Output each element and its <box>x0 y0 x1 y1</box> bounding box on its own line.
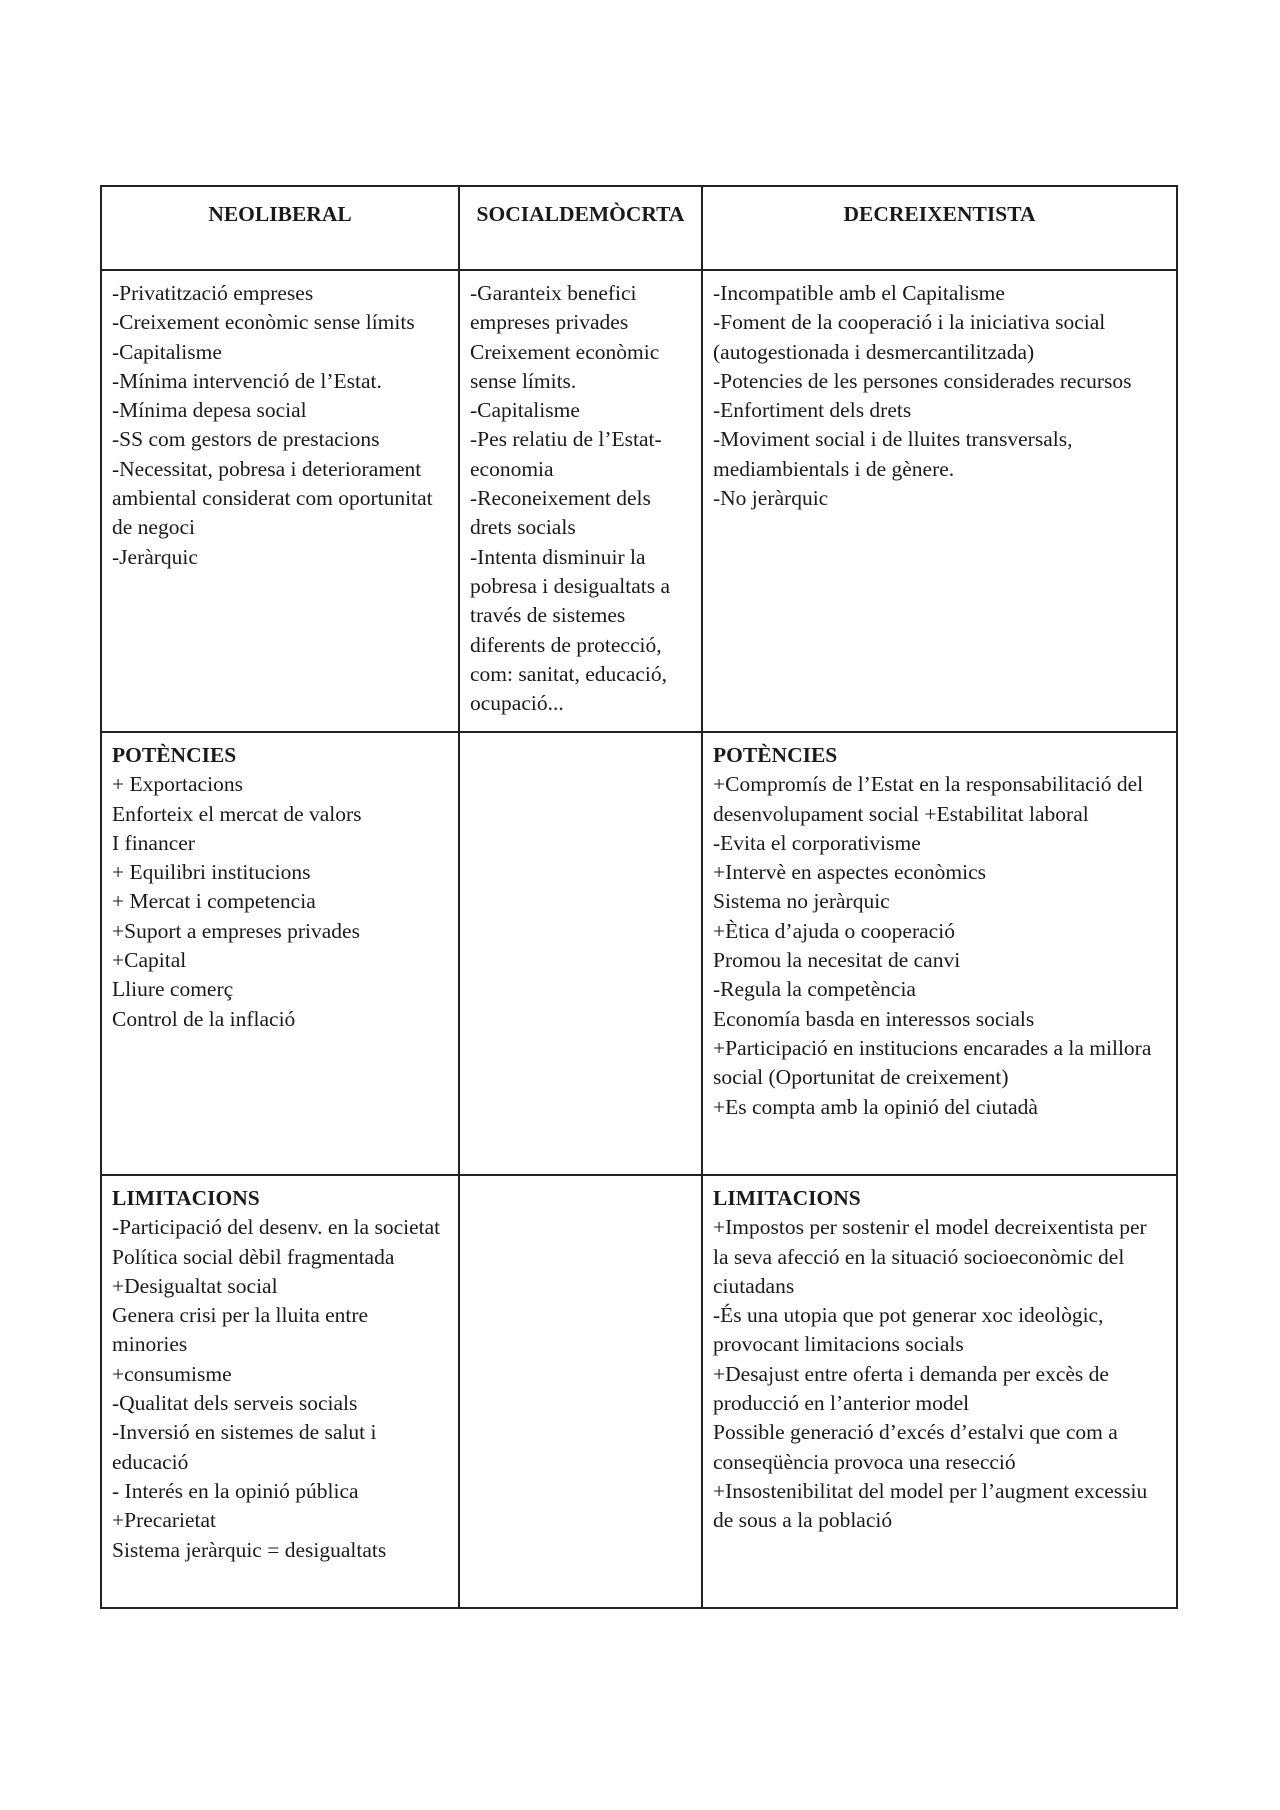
cell-line: +Participació en institucions encarades a la millora social (Oportunitat de creixement) <box>713 1035 1152 1090</box>
cell-line: -Reconeixement dels drets socials <box>470 486 651 540</box>
cell-line: -Participació del desenv. en la societat <box>112 1215 441 1240</box>
table-cell <box>101 1175 459 1608</box>
cell-line: -Capitalisme <box>112 339 222 364</box>
cell-line: Sistema jeràrquic = desigualtats <box>112 1537 387 1562</box>
cell-line: +Insostenibilitat del model per l’augment excessiu de sous a la població <box>713 1478 1148 1533</box>
cell-line: -Capitalisme <box>470 398 580 423</box>
cell-line: -Regula la competència <box>713 977 916 1002</box>
cell-line: Creixement econòmic sense límits. <box>470 339 660 393</box>
cell-line: Genera crisi per la lluita entre minories <box>112 1303 369 1357</box>
cell-line: -Enfortiment dels drets <box>713 398 912 423</box>
cell-line: -Necessitat, pobresa i deteriorament ambiental considerat com oportunitat de negoci <box>112 456 433 540</box>
cell-line: Possible generació d’excés d’estalvi que com a conseqüència provoca una resecció <box>713 1420 1118 1474</box>
cell-line: -És una utopia que pot generar xoc ideològic, provocant limitacions socials <box>713 1303 1104 1357</box>
table-row-characteristics <box>101 270 1177 732</box>
cell-line: -No jeràrquic <box>713 486 829 511</box>
cell-line: -Foment de la cooperació i la iniciativa social (autogestionada i desmercantilitzada) <box>713 310 1106 364</box>
cell-line: I financer <box>112 830 195 855</box>
cell-line: Lliure comerç <box>112 977 234 1002</box>
table-cell <box>459 270 702 732</box>
cell-line: -SS com gestors de prestacions <box>112 427 380 452</box>
cell-line: Sistema no jeràrquic <box>713 889 890 914</box>
cell-line: Economía basda en interessos socials <box>713 1006 1035 1031</box>
cell-line: -Qualitat dels serveis socials <box>112 1391 358 1416</box>
cell-line: Política social dèbil fragmentada <box>112 1244 395 1269</box>
cell-line: -Creixement econòmic sense límits <box>112 310 415 335</box>
cell-heading: POTÈNCIES <box>112 743 237 767</box>
header-decreixentista: DECREIXENTISTA <box>702 186 1177 270</box>
cell-line: -Incompatible amb el Capitalisme <box>713 281 1005 305</box>
cell-line: +Ètica d’ajuda o cooperació <box>713 918 955 943</box>
cell-line: +Desajust entre oferta i demanda per excès de producció en l’anterior model <box>713 1361 1109 1416</box>
cell-line: -Mínima depesa social <box>112 398 307 423</box>
cell-line: +consumisme <box>112 1361 232 1386</box>
cell-line: Control de la inflació <box>112 1006 296 1031</box>
table-cell <box>702 1175 1177 1608</box>
cell-line: -Mínima intervenció de l’Estat. <box>112 368 382 393</box>
cell-heading: POTÈNCIES <box>713 743 838 767</box>
cell-line: +Precarietat <box>112 1508 217 1533</box>
cell-line: -Pes relatiu de l’Estat-economia <box>470 427 662 481</box>
cell-line: Enforteix el mercat de valors <box>112 801 362 826</box>
cell-line: +Capital <box>112 948 187 973</box>
cell-line: + Mercat i competencia <box>112 889 316 914</box>
table-body <box>101 270 1177 1608</box>
table-cell <box>459 1175 702 1608</box>
header-neoliberal: NEOLIBERAL <box>101 186 459 270</box>
cell-line: +Intervè en aspectes econòmics <box>713 860 986 885</box>
cell-line: +Es compta amb la opinió del ciutadà <box>713 1094 1038 1119</box>
cell-line: -Inversió en sistemes de salut i educació <box>112 1420 377 1474</box>
comparison-table <box>100 185 1178 1609</box>
cell-line: +Impostos per sostenir el model decreixentista per la seva afecció en la situació socioeconòmic del ciutadans <box>713 1215 1147 1298</box>
cell-line: + Equilibri institucions <box>112 860 311 885</box>
cell-line: -Jeràrquic <box>112 544 198 569</box>
cell-line: +Suport a empreses privades <box>112 918 360 943</box>
table-cell <box>101 270 459 732</box>
cell-line: -Intenta disminuir la pobresa i desigualtats a través de sistemes diferents de protecció, com: sanitat, educació, ocupació... <box>470 544 671 716</box>
cell-line: -Garanteix benefici empreses privades <box>470 281 637 335</box>
table-header-row <box>101 186 1177 270</box>
cell-heading: LIMITACIONS <box>713 1186 861 1210</box>
table-cell <box>702 270 1177 732</box>
cell-line: -Potencies de les persones considerades recursos <box>713 368 1132 393</box>
table-cell <box>459 732 702 1175</box>
header-socialdemocrata: SOCIALDEMÒCRTA <box>459 186 702 270</box>
cell-line: -Privatització empreses <box>112 281 314 305</box>
table-cell <box>702 732 1177 1175</box>
cell-line: - Interés en la opinió pública <box>112 1478 359 1503</box>
cell-line: +Compromís de l’Estat en la responsabilitació del desenvolupament social +Estabilitat laboral <box>713 772 1144 826</box>
cell-line: -Evita el corporativisme <box>713 830 921 855</box>
table-cell <box>101 732 459 1175</box>
cell-heading: LIMITACIONS <box>112 1186 260 1210</box>
table-row-limitacions <box>101 1175 1177 1608</box>
cell-line: + Exportacions <box>112 772 243 797</box>
cell-line: -Moviment social i de lluites transversals, mediambientals i de gènere. <box>713 427 1073 481</box>
table-row-potencies <box>101 732 1177 1175</box>
cell-line: +Desigualtat social <box>112 1273 278 1298</box>
cell-line: Promou la necesitat de canvi <box>713 948 961 973</box>
